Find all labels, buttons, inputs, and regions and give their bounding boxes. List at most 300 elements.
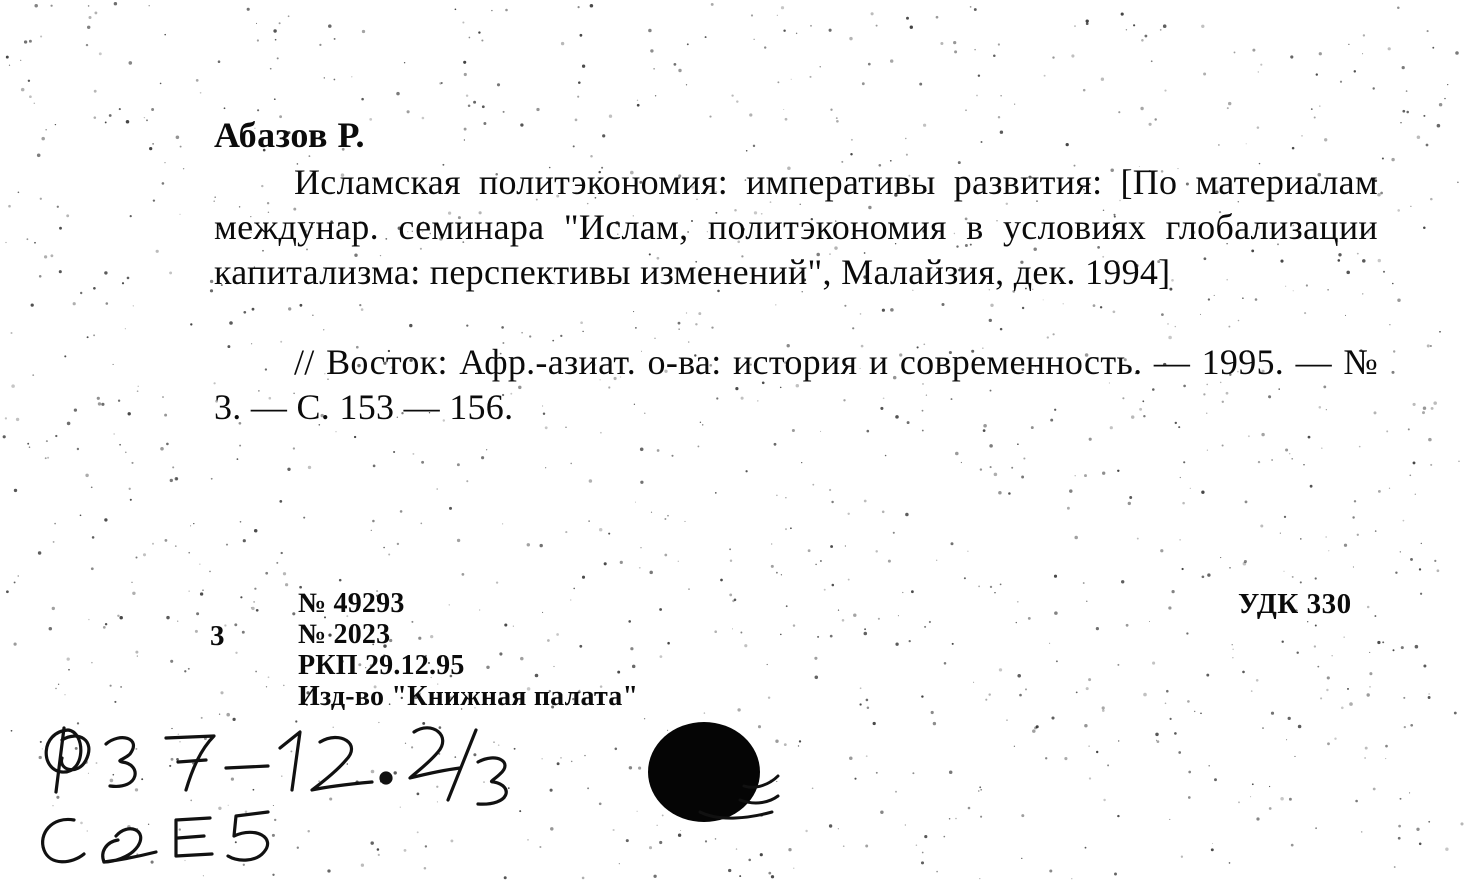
speckle <box>1144 35 1147 38</box>
speckle <box>397 543 399 545</box>
speckle <box>829 489 831 491</box>
speckle <box>1460 822 1463 825</box>
speckle <box>200 592 203 595</box>
speckle <box>135 788 138 791</box>
speckle <box>602 134 605 137</box>
speckle <box>1194 711 1195 712</box>
speckle <box>865 845 868 848</box>
speckle <box>1320 697 1322 699</box>
speckle <box>5 242 6 243</box>
speckle <box>805 830 807 832</box>
speckle <box>924 835 927 838</box>
speckle <box>329 797 332 800</box>
speckle <box>952 643 954 645</box>
speckle <box>359 304 361 306</box>
speckle <box>999 668 1002 671</box>
speckle <box>667 730 668 731</box>
speckle <box>1014 104 1015 105</box>
speckle <box>247 8 250 11</box>
speckle <box>850 153 852 155</box>
speckle <box>746 787 749 790</box>
speckle <box>1000 328 1003 331</box>
speckle <box>1344 637 1345 638</box>
speckle <box>55 124 56 125</box>
speckle <box>1023 457 1025 459</box>
speckle <box>911 590 914 593</box>
speckle <box>226 713 230 717</box>
speckle <box>1409 792 1410 793</box>
speckle <box>77 448 79 450</box>
speckle <box>335 431 336 432</box>
speckle <box>8 205 11 208</box>
speckle <box>739 875 741 877</box>
speckle <box>1074 475 1075 476</box>
speckle <box>377 848 380 851</box>
speckle <box>94 116 97 119</box>
speckle <box>1341 706 1344 709</box>
speckle <box>11 730 13 732</box>
speckle <box>273 805 274 806</box>
speckle <box>256 23 257 24</box>
speckle <box>1307 621 1308 622</box>
speckle <box>1354 70 1356 72</box>
speckle <box>1128 502 1131 505</box>
speckle <box>468 105 471 108</box>
speckle <box>1324 138 1327 141</box>
speckle <box>56 796 59 799</box>
speckle <box>1282 641 1284 643</box>
speckle <box>1232 649 1233 650</box>
speckle <box>204 737 207 740</box>
speckle <box>539 846 541 848</box>
speckle <box>1423 406 1426 409</box>
speckle <box>1250 796 1251 797</box>
speckle <box>1406 111 1409 114</box>
speckle <box>378 854 380 856</box>
speckle <box>557 762 560 765</box>
speckle <box>830 545 833 548</box>
speckle <box>1398 837 1401 840</box>
speckle <box>1137 538 1139 540</box>
speckle <box>777 81 779 83</box>
speckle <box>1289 798 1292 801</box>
speckle <box>1180 477 1181 478</box>
speckle <box>660 655 663 658</box>
speckle <box>463 61 466 64</box>
speckle <box>751 14 753 16</box>
speckle <box>1096 751 1098 753</box>
speckle <box>968 807 971 810</box>
speckle <box>838 828 839 829</box>
speckle <box>132 592 135 595</box>
speckle <box>189 591 190 592</box>
speckle <box>1326 536 1327 537</box>
speckle <box>519 810 521 812</box>
speckle <box>31 303 34 306</box>
speckle <box>1369 672 1372 675</box>
speckle <box>1382 641 1384 643</box>
speckle <box>29 95 32 98</box>
speckle <box>732 628 733 629</box>
speckle <box>58 684 59 685</box>
speckle <box>791 79 792 80</box>
speckle <box>1066 143 1069 146</box>
speckle <box>565 531 567 533</box>
speckle <box>1201 25 1204 28</box>
speckle <box>1049 643 1050 644</box>
speckle <box>764 46 766 48</box>
speckle <box>93 287 96 290</box>
speckle <box>1021 814 1024 817</box>
speckle <box>820 66 821 67</box>
speckle <box>436 786 438 788</box>
speckle <box>1258 71 1259 72</box>
speckle <box>218 60 221 63</box>
speckle <box>171 728 172 729</box>
speckle <box>1044 75 1046 77</box>
speckle <box>129 61 133 65</box>
speckle <box>1169 819 1170 820</box>
speckle <box>449 507 452 510</box>
speckle <box>144 117 145 118</box>
speckle <box>466 324 468 326</box>
speckle <box>276 562 278 564</box>
speckle <box>1182 502 1185 505</box>
speckle <box>767 664 768 665</box>
speckle <box>838 609 839 610</box>
speckle <box>781 6 784 9</box>
speckle <box>882 309 885 312</box>
speckle <box>351 76 352 77</box>
speckle <box>1114 873 1117 876</box>
speckle <box>293 447 295 449</box>
speckle <box>464 73 467 76</box>
speckle <box>438 753 440 755</box>
speckle <box>829 29 832 32</box>
speckle <box>1238 801 1240 803</box>
speckle <box>1157 740 1160 743</box>
speckle <box>39 756 42 759</box>
speckle <box>152 543 154 545</box>
speckle <box>126 120 130 124</box>
speckle <box>190 800 192 802</box>
speckle <box>232 718 235 721</box>
speckle <box>1256 679 1259 682</box>
speckle <box>355 780 358 783</box>
speckle <box>664 554 667 557</box>
speckle <box>1017 601 1019 603</box>
speckle <box>560 335 562 337</box>
speckle <box>1397 209 1400 212</box>
speckle <box>253 789 255 791</box>
speckle <box>980 468 982 470</box>
speckle <box>122 282 124 284</box>
speckle <box>188 552 190 554</box>
speckle <box>137 390 139 392</box>
speckle <box>684 521 685 522</box>
speckle <box>1088 678 1091 681</box>
speckle <box>299 304 302 307</box>
speckle <box>5 417 7 419</box>
speckle <box>1084 724 1087 727</box>
speckle <box>38 551 41 554</box>
speckle <box>1303 464 1304 465</box>
speckle <box>650 49 653 52</box>
speckle <box>640 448 644 452</box>
speckle <box>287 468 290 471</box>
speckle <box>931 711 934 714</box>
speckle <box>780 634 782 636</box>
speckle <box>1143 693 1147 697</box>
speckle <box>184 860 185 861</box>
speckle <box>1317 666 1319 668</box>
speckle <box>542 758 543 759</box>
speckle <box>560 757 561 758</box>
speckle <box>400 807 401 808</box>
speckle <box>114 701 116 703</box>
speckle <box>288 307 291 310</box>
speckle <box>893 532 895 534</box>
speckle <box>1428 821 1430 823</box>
speckle <box>380 781 381 782</box>
speckle <box>1283 571 1284 572</box>
speckle <box>105 623 107 625</box>
speckle <box>1016 622 1017 623</box>
speckle <box>1161 313 1164 316</box>
speckle <box>1415 645 1419 649</box>
speckle <box>41 137 45 141</box>
copies-count: 3 <box>210 620 225 652</box>
speckle <box>1428 693 1429 694</box>
speckle <box>1252 783 1254 785</box>
speckle <box>1218 144 1219 145</box>
speckle <box>1327 676 1330 679</box>
speckle <box>1385 758 1386 759</box>
speckle <box>265 572 268 575</box>
speckle <box>859 703 861 705</box>
speckle <box>47 457 49 459</box>
speckle <box>179 828 181 830</box>
speckle <box>783 109 784 110</box>
speckle <box>166 616 169 619</box>
speckle <box>734 599 737 602</box>
speckle <box>714 630 717 633</box>
speckle <box>28 80 30 82</box>
speckle <box>1269 807 1272 810</box>
speckle <box>491 10 492 11</box>
speckle <box>979 878 980 879</box>
speckle <box>812 484 814 486</box>
speckle <box>1251 690 1253 692</box>
speckle <box>67 422 71 426</box>
speckle <box>912 772 914 774</box>
speckle <box>323 329 324 330</box>
speckle <box>1165 703 1167 705</box>
speckle <box>843 845 845 847</box>
speckle <box>777 15 778 16</box>
speckle <box>1315 827 1317 829</box>
speckle <box>421 461 424 464</box>
speckle <box>639 567 641 569</box>
speckle <box>1175 326 1176 327</box>
speckle <box>812 787 814 789</box>
speckle <box>620 561 623 564</box>
speckle <box>496 581 498 583</box>
speckle <box>99 52 102 55</box>
speckle <box>1113 310 1116 313</box>
speckle <box>866 755 868 757</box>
speckle <box>292 612 295 615</box>
speckle <box>1212 843 1213 844</box>
speckle <box>575 119 578 122</box>
speckle <box>120 686 122 688</box>
speckle <box>1074 25 1076 27</box>
speckle <box>482 105 485 108</box>
speckle <box>394 771 397 774</box>
speckle <box>1261 433 1264 436</box>
speckle <box>1160 29 1162 31</box>
speckle <box>224 107 226 109</box>
speckle <box>91 662 93 664</box>
speckle <box>21 88 25 92</box>
speckle <box>955 452 959 456</box>
speckle <box>188 668 190 670</box>
speckle <box>1154 118 1156 120</box>
speckle <box>776 572 778 574</box>
speckle <box>1386 430 1388 432</box>
speckle <box>231 778 234 781</box>
speckle <box>849 756 853 760</box>
speckle <box>775 740 778 743</box>
speckle <box>609 115 612 118</box>
speckle <box>860 313 862 315</box>
speckle <box>273 29 276 32</box>
speckle <box>885 455 887 457</box>
speckle <box>1181 856 1183 858</box>
speckle <box>1167 323 1169 325</box>
speckle <box>37 154 41 158</box>
speckle <box>1200 314 1201 315</box>
speckle <box>688 588 690 590</box>
speckle <box>55 435 57 437</box>
speckle <box>1086 601 1087 602</box>
speckle <box>824 589 826 591</box>
speckle <box>1248 435 1250 437</box>
speckle <box>1258 461 1260 463</box>
speckle <box>295 720 297 722</box>
speckle <box>498 744 500 746</box>
speckle <box>1101 78 1104 81</box>
speckle <box>1255 298 1258 301</box>
speckle <box>504 876 507 879</box>
speckle <box>1373 87 1375 89</box>
speckle <box>776 495 777 496</box>
speckle <box>578 6 580 8</box>
speckle <box>1388 47 1391 50</box>
speckle <box>184 670 186 672</box>
speckle <box>941 303 944 306</box>
speckle <box>1458 460 1460 462</box>
speckle <box>1397 6 1400 9</box>
speckle <box>687 43 689 45</box>
speckle <box>867 707 870 710</box>
speckle <box>240 521 242 523</box>
speckle <box>1186 632 1188 634</box>
speckle <box>334 79 336 81</box>
speckle <box>94 11 97 14</box>
speckle <box>729 548 731 550</box>
speckle <box>502 796 505 799</box>
speckle <box>905 824 906 825</box>
speckle <box>588 520 589 521</box>
speckle <box>407 110 410 113</box>
speckle <box>350 748 351 749</box>
speckle <box>1083 89 1086 92</box>
speckle <box>277 57 279 59</box>
speckle <box>1052 56 1054 58</box>
speckle <box>1179 539 1180 540</box>
speckle <box>396 92 400 96</box>
speckle <box>113 774 115 776</box>
speckle <box>172 466 174 468</box>
speckle <box>985 699 987 701</box>
speckle <box>994 473 998 477</box>
speckle <box>1311 108 1313 110</box>
speckle <box>1355 800 1358 803</box>
speckle <box>745 470 747 472</box>
speckle <box>1178 751 1181 754</box>
speckle <box>653 68 655 70</box>
speckle <box>768 696 770 698</box>
speckle <box>501 326 504 329</box>
speckle <box>788 848 791 851</box>
speckle <box>66 214 69 217</box>
speckle <box>743 739 746 742</box>
speckle <box>573 145 575 147</box>
speckle <box>1089 438 1092 441</box>
speckle <box>1433 401 1437 405</box>
speckle <box>1385 745 1388 748</box>
speckle <box>1025 688 1027 690</box>
speckle <box>936 871 938 873</box>
speckle <box>179 741 181 743</box>
speckle <box>649 846 652 849</box>
speckle <box>951 542 954 545</box>
speckle <box>169 271 172 274</box>
speckle <box>243 864 245 866</box>
speckle <box>245 811 248 814</box>
speckle <box>666 764 669 767</box>
speckle <box>473 753 476 756</box>
speckle <box>793 624 795 626</box>
speckle <box>103 626 106 629</box>
speckle <box>148 5 149 6</box>
speckle <box>279 500 282 503</box>
speckle <box>1327 742 1330 745</box>
speckle <box>678 69 681 72</box>
speckle <box>1397 298 1400 301</box>
speckle <box>87 830 88 831</box>
speckle <box>109 114 112 117</box>
speckle <box>198 835 200 837</box>
speckle <box>378 722 379 723</box>
speckle <box>1319 105 1320 106</box>
speckle <box>307 830 309 832</box>
speckle <box>1260 64 1262 66</box>
speckle <box>820 431 821 432</box>
speckle <box>190 323 192 325</box>
speckle <box>1028 617 1031 620</box>
